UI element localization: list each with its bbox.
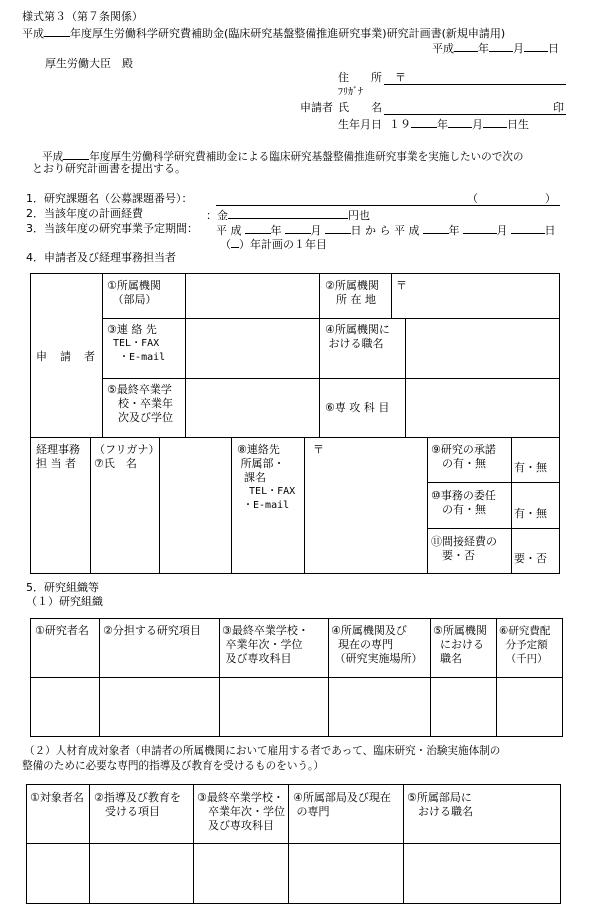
t3-header-trainee-name: ①対象者名 (30, 791, 84, 804)
contact-field[interactable] (186, 319, 318, 377)
t1-vline (391, 273, 392, 318)
t2-cell-affiliation[interactable] (329, 678, 430, 736)
t3-header-education: ③最終卒業学校・ 卒業年次・学位 及び専攻科目 (197, 791, 285, 832)
t2-header-position: ⑤所属機関 における 職名 (433, 624, 487, 665)
position-field[interactable] (406, 319, 559, 377)
t3-cell-position[interactable] (404, 844, 560, 903)
trainee-label-line1: （２）人材育成対象者（申請者の所属機関において雇用する者であって、臨床研究・治験実施体制の (24, 745, 501, 757)
section5-label: 5．研究組織等 (26, 581, 99, 594)
postal-mark: 〒 (395, 71, 406, 84)
address-label: 住 所 (338, 71, 382, 84)
address-line[interactable] (384, 84, 566, 85)
contact-email: ・E-mail (107, 352, 166, 363)
applicant-row-label: 申 請 者 (36, 350, 96, 363)
plan-years-blank[interactable] (231, 236, 239, 248)
contact-tel-fax: TEL・FAX (107, 338, 160, 349)
submission-date (432, 40, 559, 55)
birth-day-label: 日生 (507, 118, 529, 131)
date-year-label: 年 (478, 42, 489, 55)
intro-year-blank[interactable] (63, 148, 89, 160)
affiliation-address-label: ②所属機関 所 在 地 (325, 279, 379, 306)
item1-label: 1．研究課題名（公募課題番号）： (26, 192, 193, 205)
addressee: 厚生労働大臣 殿 (45, 57, 133, 70)
birth-year-label: 年 (437, 118, 448, 131)
accountant-contact-label: ⑧連絡先 所属部・ 課名 (237, 443, 285, 484)
date-day-blank[interactable] (524, 40, 548, 52)
t1-vline (319, 273, 320, 437)
education-label: ⑤最終卒業学 校・卒業年 次及び学位 (107, 383, 173, 424)
major-field[interactable] (406, 379, 559, 436)
item2-amount-row (206, 207, 370, 222)
t1-hline (427, 482, 560, 483)
date-month-blank[interactable] (489, 40, 513, 52)
item1-paren-open: （ (467, 192, 478, 205)
date-day-label: 日 (548, 42, 559, 55)
seal-mark: 印 (553, 101, 564, 114)
item3-month2-label: 月 (496, 224, 508, 237)
accountant-name-label: （フリガナ） ⑦氏 名 (94, 443, 160, 470)
accountant-email: ・E-mail (237, 500, 290, 511)
t2-cell-research-item[interactable] (100, 678, 219, 736)
indirect-cost-choice[interactable]: 要・否 (514, 552, 547, 565)
education-field[interactable] (186, 379, 318, 436)
furigana-label: ﾌﾘｶﾞﾅ (338, 87, 363, 98)
trainee-label-line2: 整備のために必要な専門的指導及び教育を受けるものをいう。） (22, 760, 324, 772)
t1-vline (231, 437, 232, 574)
t1-vline (304, 437, 305, 574)
date-month-label: 月 (513, 42, 524, 55)
date-heisei: 平成 (432, 42, 454, 55)
name-line[interactable] (384, 114, 566, 115)
intro-text: 年度厚生労働科学研究費補助金による臨床研究基盤整備推進研究事業を実施したいので次の (89, 151, 524, 163)
plan-years-text: ）年計画の１年目 (239, 238, 327, 251)
item3-day2-blank[interactable] (511, 222, 545, 234)
item3-year2-label: 年 (448, 224, 460, 237)
t2-header-research-item: ②分担する研究項目 (103, 624, 201, 637)
item2-amount-blank[interactable] (228, 207, 348, 219)
birth-month-blank[interactable] (448, 116, 472, 128)
item3-year1-blank[interactable] (245, 222, 271, 234)
item3-year2-blank[interactable] (423, 222, 449, 234)
t3-cell-training-item[interactable] (90, 844, 193, 903)
t1-hline (30, 437, 560, 438)
item3-from-heisei: 日 か ら 平 成 (350, 224, 420, 237)
item1-title-line[interactable] (216, 205, 560, 206)
birthdate-label: 生年月日 (338, 118, 382, 131)
plan-paren-open: （ (220, 238, 231, 251)
intro-heisei: 平成 (42, 151, 64, 163)
t3-header-department: ④所属部局及び現在 の専門 (293, 791, 391, 818)
item3-month1-blank[interactable] (285, 222, 311, 234)
t2-header-affiliation: ④所属機関及び 現在の専門 （研究実施場所） (331, 624, 423, 665)
document-title (22, 25, 505, 40)
item2-label: 2．当該年度の計画経費 (26, 207, 143, 220)
research-consent-choice[interactable]: 有・無 (514, 461, 547, 474)
position-label: ④所属機関に おける職名 (325, 323, 390, 350)
birth-day-blank[interactable] (483, 116, 507, 128)
item3-day2-label: 日 (544, 224, 556, 237)
accountant-tel-fax: TEL・FAX (237, 486, 296, 497)
delegation-choice[interactable]: 有・無 (514, 507, 547, 520)
affiliation-label: ①所属機関 （部局） (107, 279, 161, 306)
item4-label: 4．申請者及び経理事務担当者 (26, 251, 176, 264)
t2-cell-position[interactable] (431, 678, 496, 736)
birth-year-blank[interactable] (411, 116, 437, 128)
t2-header-education: ③最終卒業学校・ 卒業年次・学位 及び専攻科目 (222, 624, 309, 665)
title-year-blank[interactable] (44, 25, 70, 37)
t1-vline (511, 437, 512, 574)
t3-cell-education[interactable] (194, 844, 288, 903)
form-number: 様式第３（第７条関係） (22, 10, 143, 23)
accountant-name-field[interactable] (160, 438, 230, 573)
t1-hline (427, 528, 560, 529)
item2-kin: ：金 (206, 209, 228, 222)
title-rest: 年度厚生労働科学研究費補助金(臨床研究基盤整備推進研究事業)研究計画書(新規申請用) (70, 27, 506, 40)
t2-cell-budget[interactable] (497, 678, 562, 736)
intro-line2: とおり研究計画書を提出する。 (32, 162, 186, 175)
t2-header-budget: ⑥研究費配 分予定額 （千円） (499, 625, 551, 665)
major-label: ⑥専 攻 科 目 (325, 401, 390, 414)
contact-label: ③連 絡 先 (107, 323, 157, 336)
t3-header-position: ⑤所属部局に おける職名 (407, 791, 473, 818)
item3-period-row (216, 222, 556, 237)
delegation-label: ⑩事務の委任 の有・無 (431, 489, 496, 516)
t1-vline (102, 273, 103, 437)
name-label: 氏 名 (338, 101, 382, 114)
affiliation-postal-mark: 〒 (396, 279, 407, 292)
date-year-blank[interactable] (454, 40, 478, 52)
accountant-row-label: 経理事務 担 当 者 (36, 443, 80, 470)
item3-year1-label: 年 (270, 224, 282, 237)
accountant-postal-mark: 〒 (313, 443, 324, 456)
item3-plan-row (220, 236, 327, 251)
birth-month-label: 月 (472, 118, 483, 131)
t1-vline (427, 437, 428, 574)
t2-cell-education[interactable] (220, 678, 328, 736)
item3-day1-blank[interactable] (325, 222, 351, 234)
birthdate-row (338, 116, 529, 131)
indirect-cost-label: ⑪間接経費の 要・否 (431, 535, 497, 562)
t3-header-training-item: ②指導及び教育を 受ける項目 (94, 791, 181, 818)
t3-cell-trainee-name[interactable] (27, 844, 89, 903)
research-org-label: （１）研究組織 (26, 595, 103, 608)
birth-century: １９ (389, 118, 411, 131)
t2-header-researcher-name: ①研究者名 (35, 624, 89, 637)
affiliation-field[interactable] (186, 274, 318, 317)
item1-paren-close: ） (545, 192, 556, 205)
research-consent-label: ⑨研究の承諾 の有・無 (431, 443, 496, 470)
item3-month2-blank[interactable] (463, 222, 497, 234)
t3-cell-department[interactable] (289, 844, 403, 903)
item3-month1-label: 月 (310, 224, 322, 237)
t1-vline (90, 437, 91, 574)
item2-unit: 円也 (348, 209, 370, 222)
applicant-label: 申請者 (300, 101, 333, 114)
title-prefix: 平成 (22, 27, 44, 40)
item3-label: 3．当該年度の研究事業予定期間： (26, 222, 198, 235)
t2-cell-researcher-name[interactable] (31, 678, 99, 736)
item3-heisei-start: 平 成 (216, 224, 242, 237)
